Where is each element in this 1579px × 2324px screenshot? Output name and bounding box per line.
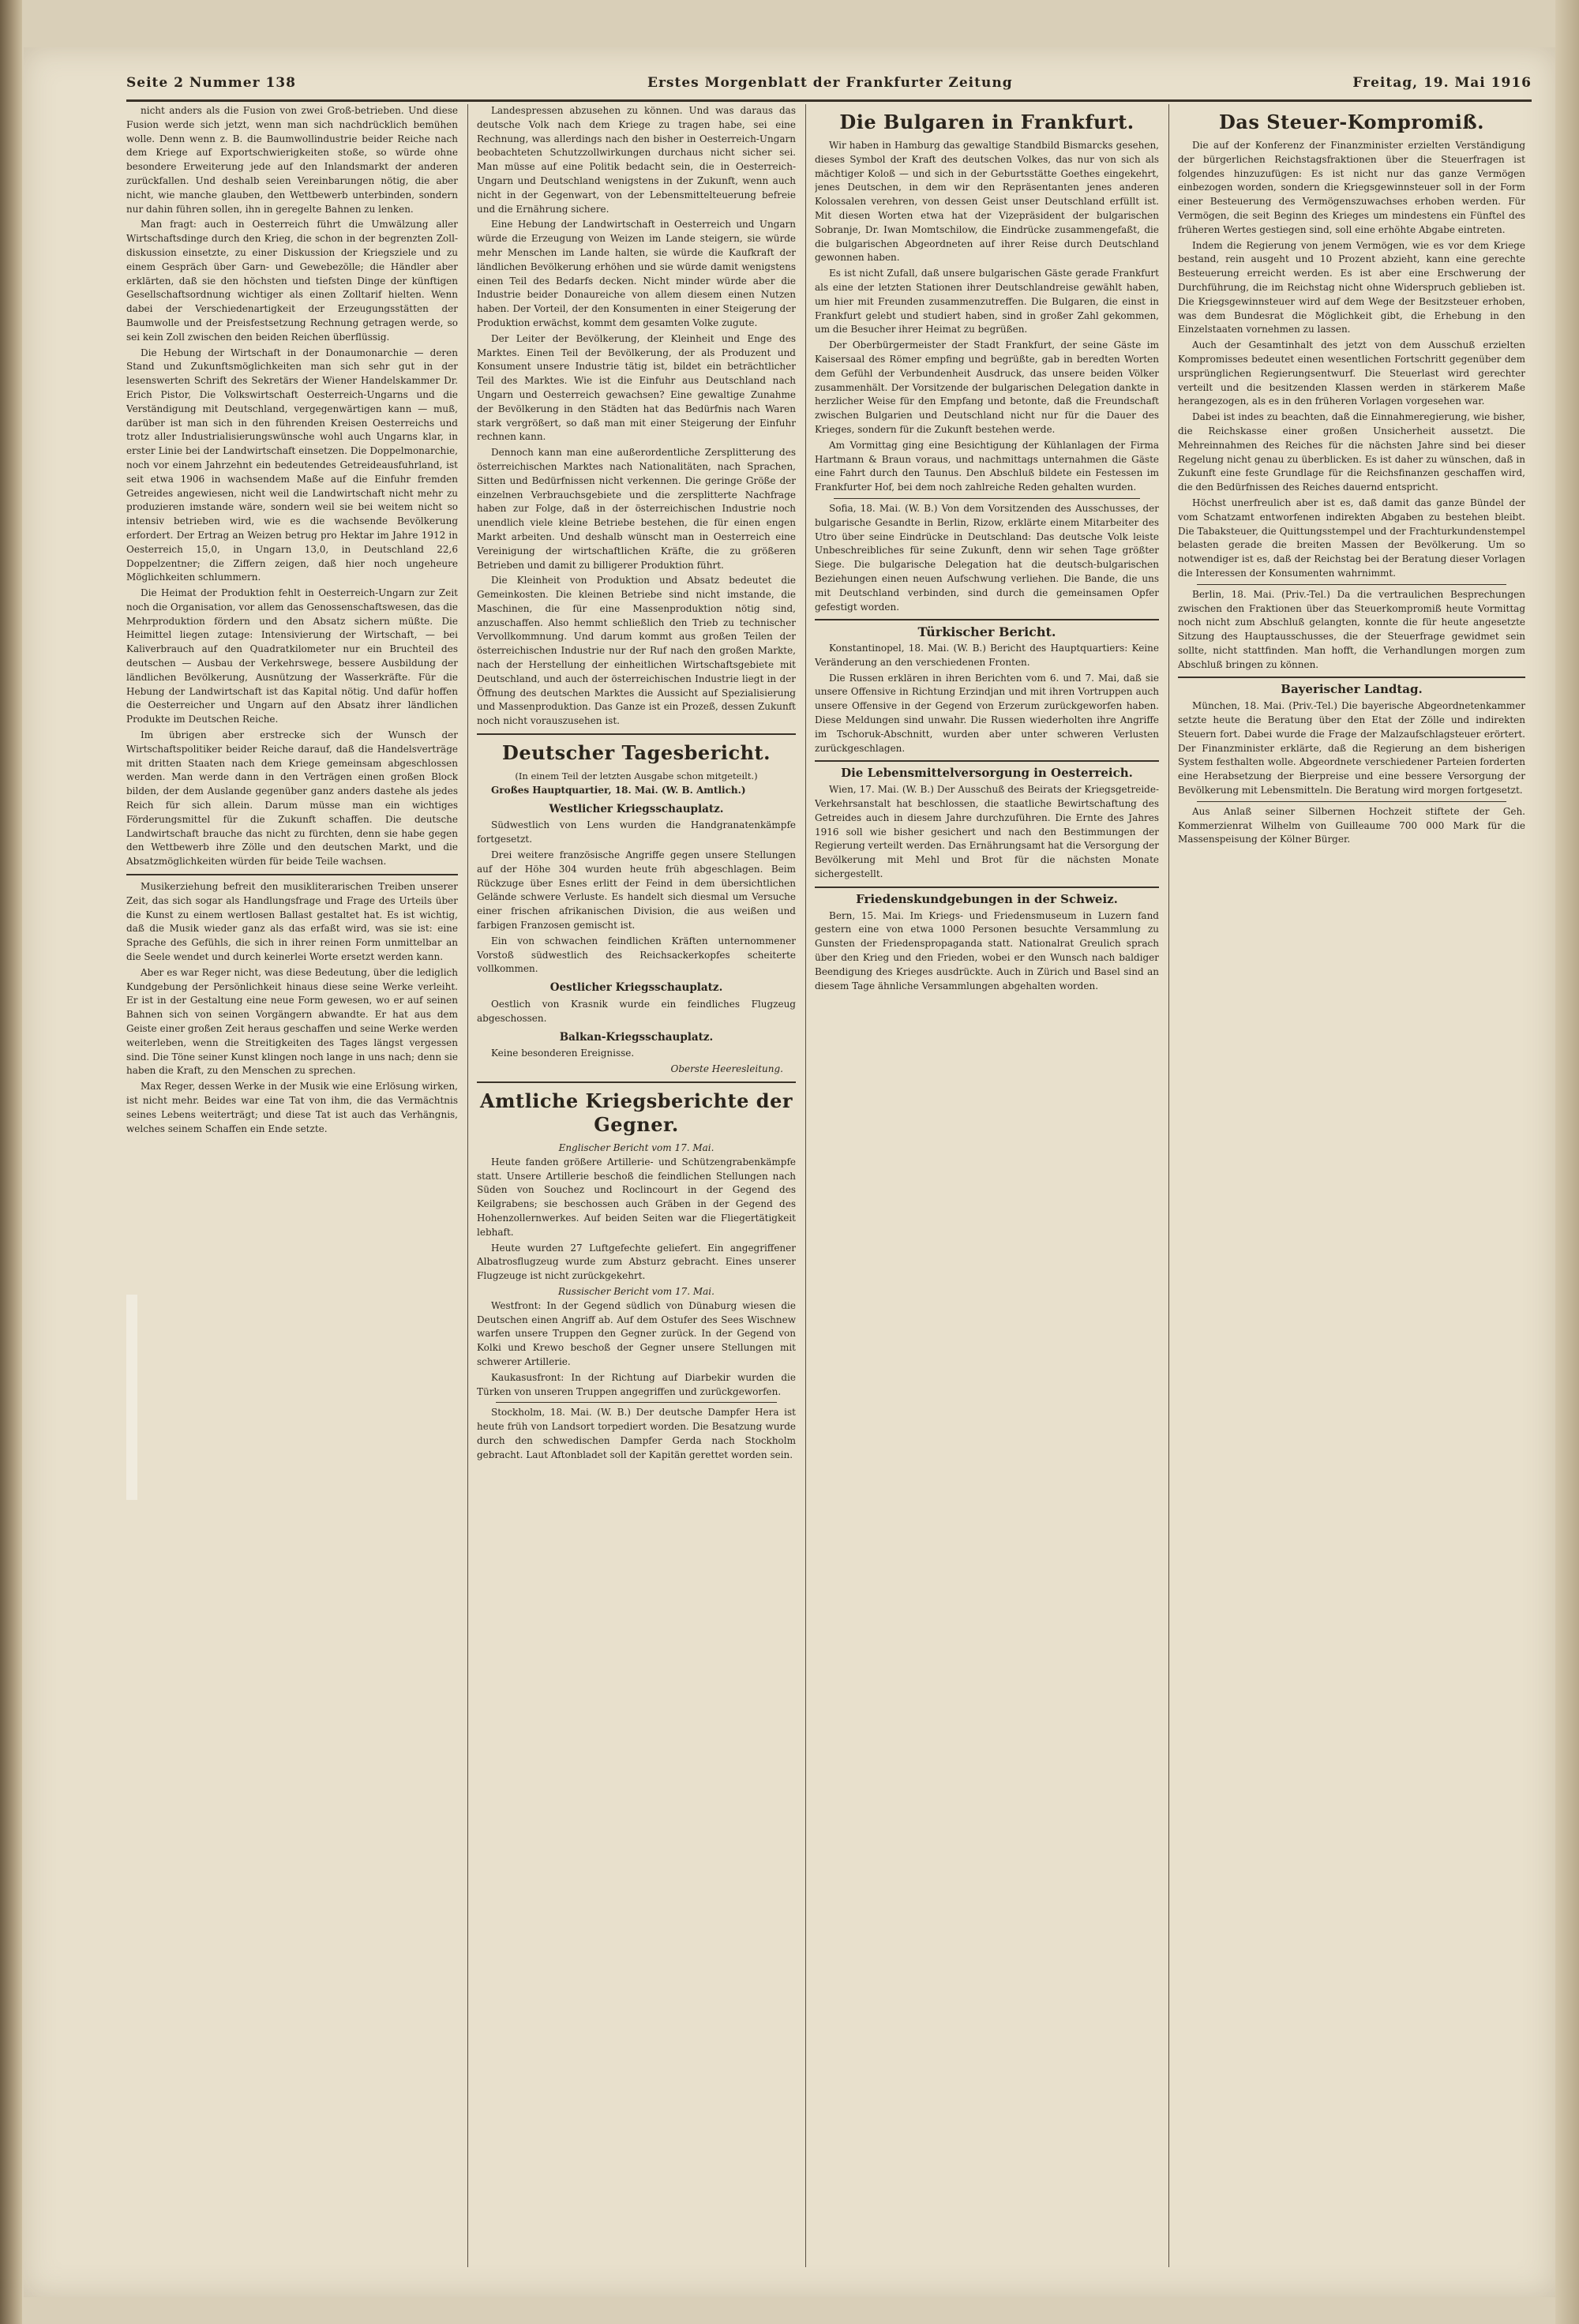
- article-paragraph: Bern, 15. Mai. Im Kriegs- und Friedensmuseum in Luzern fand gestern eine von etwa 1000 Personen besuchte Versammlung zu Gunsten der Friedenspropaganda statt. Nationalrat Greulich sprach über den Krieg und den Frieden, wobei er den Wunsch nach baldiger Beendigung des Krieges ausdrückte. Auch in Zürich und Basel sind an diesem Tage ähnliche Versammlungen abgehalten worden.: [815, 909, 1159, 991]
- bayern-headline: Bayerischer Landtag.: [1281, 682, 1423, 697]
- article-paragraph: Am Vormittag ging eine Besichtigung der Kühlanlagen der Firma Hartmann & Braun voraus, und nachmittags unternahmen die Gäste eine Fahrt durch den Taunus. Den Abschluß bildete ein Festessen im Frankfurter Hof, bei dem noch zahlreiche Reden gehalten wurden.: [815, 439, 1159, 493]
- report-paragraph: Westfront: In der Gegend südlich von Dünaburg wiesen die Deutschen einen Angriff ab. Auf dem Ostufer des Sees Wischnew warfen unsere Truppen den Gegner zurück. In der Gegend von Kolki und Krewo beschoß der Gegner unsere Stellungen mit schwerer Artillerie.: [477, 1299, 796, 1367]
- report-paragraph: Stockholm, 18. Mai. (W. B.) Der deutsche Dampfer Hera ist heute früh von Landsort torpediert worden. Die Besatzung wurde durch den schwedischen Dampfer Gerda nach Stockholm gebracht. Laut Aftonbladet soll der Kapitän gerettet worden sein.: [477, 1407, 796, 1460]
- report-signature: Oberste Heeresleitung.: [670, 1063, 783, 1075]
- section-rule: [815, 886, 1159, 888]
- article-paragraph: Wien, 17. Mai. (W. B.) Der Ausschuß des Beirats der Kriegsgetreide-Verkehrsanstalt hat beschlossen, die staatliche Bewirtschaftung des Getreides auch in diesem Jahre durchzuführen. Die Ernte des Jahres 1916 soll wie bisher gesichert und nach den Bestimmungen der Regierung verteilt werden. Das Ernährungsamt hat die Versorgung der Bevölkerung mit Mehl und Brot für die nächsten Monate sichergestellt.: [815, 784, 1159, 880]
- report-paragraph: Heute wurden 27 Luftgefechte geliefert. Ein angegriffener Albatrosflugzeug wurde zum Absturz gebracht. Eines unserer Flugzeuge ist nicht zurückgekehrt.: [477, 1242, 796, 1282]
- article-paragraph: Der Leiter der Bevölkerung, der Kleinheit und Enge des Marktes. Einen Teil der Bevölkerung, der als Produzent und Konsument unsere Industrie tätig ist, bildet ein beträchtlicher Teil des Marktes. Wie ist die Einfuhr aus Deutschland nach Ungarn und Oesterreich gewachsen? Eine gewaltige Zunahme der Bevölkerung in den Städten hat das Bedürfnis nach Waren stark vergrößert, so daß man mit einer Steigerung der Einfuhr rechnen kann.: [477, 332, 796, 443]
- feuilleton-paragraph: Max Reger, dessen Werke in der Musik wie eine Erlösung wirken, ist nicht mehr. Beides war eine Tat von ihm, die das Vermächtnis seines Lebens weiterträgt; und diese Tat ist auch das Verhängnis, welches seinem Schaffen ein Ende setzte.: [126, 1081, 458, 1134]
- article-paragraph: Auch der Gesamtinhalt des jetzt von dem Ausschuß erzielten Kompromisses bedeutet einen wesentlichen Fortschritt gegenüber dem ursprünglichen Regierungsentwurf. Die Steuerlast wird gerechter verteilt und die besitzenden Klassen werden in stärkerem Maße herangezogen, als es in den früheren Vorlagen vorgesehen war.: [1178, 339, 1525, 407]
- column-2: [477, 104, 796, 2267]
- tagesbericht-headline: Deutscher Tagesbericht.: [502, 741, 771, 765]
- article-paragraph: Dennoch kann man eine außerordentliche Zersplitterung des österreichischen Marktes nach Nationalitäten, nach Sprachen, Sitten und Bedürfnissen nicht verkennen. Die geringe Größe der einzelnen Verbrauchsgebiete und die zersplitterte Nachfrage haben zur Folge, daß in der österreichischen Industrie noch unendlich viele kleine Betriebe bestehen, die für einen engen Markt arbeiten. Und deshalb wünscht man in Oesterreich eine Vereinigung der wirtschaftlichen Kräfte, die zu größeren Betrieben und damit zu billigerer Produktion führt.: [477, 447, 796, 571]
- article-paragraph: Im übrigen aber erstrecke sich der Wunsch der Wirtschaftspolitiker beider Reiche darauf, daß die Handelsverträge mit dritten Staaten nach dem Kriege gemeinsam abgeschlossen werden. Man werde dann in den Verträgen einen großen Block bilden, der dem Auslande gegenüber ganz anders dastehe als jedes Reich für sich allein. Darum müsse man ein wichtiges Förderungsmittel für die Zukunft schaffen. Die deutsche Landwirtschaft brauche das nicht zu fürchten, denn sie habe gegen den Wettbewerb ihre Zölle und den deutschen Markt, und die Absatzmöglichkeiten würden für beide Teile wachsen.: [126, 729, 458, 868]
- column-rule: [805, 104, 806, 2267]
- gegner-headline: Amtliche Kriegsberichte der Gegner.: [480, 1089, 793, 1136]
- article-paragraph: Eine Hebung der Landwirtschaft in Oesterreich und Ungarn würde die Erzeugung von Weizen im Lande steigern, sie würde mehr Menschen im Lande halten, sie würde die Kaufkraft der ländlichen Bevölkerung erhöhen und sie würde damit wenigstens einen Teil des Bedarfs decken. Nicht minder würde aber die Industrie beider Donaureiche von allem diesem einen Nutzen haben. Der Vorteil, der den Konsumenten in einer Steigerung der Produktion erwächst, kommt dem gesamten Volke zugute.: [477, 219, 796, 328]
- report-paragraph: Die Russen erklären in ihren Berichten vom 6. und 7. Mai, daß sie unsere Offensive in Richtung Erzindjan und mit ihren Vortruppen auch unsere Offensive in der Gegend von Erzerum zurückgeworfen haben. Diese Meldungen sind unwahr. Die Russen wiederholten ihre Angriffe im Tschoruk-Abschnitt, wurden aber unter schweren Verlusten zurückgeschlagen.: [815, 672, 1159, 754]
- article-paragraph: Der Oberbürgermeister der Stadt Frankfurt, der seine Gäste im Kaisersaal des Römer empfing und begrüßte, gab in beredten Worten dem Gefühl der Verbundenheit Ausdruck, das unsere beiden Völker zusammenhält. Der Vorsitzende der bulgarischen Delegation dankte in herzlicher Weise für den Empfang und betonte, daß die Freundschaft zwischen Bulgarien und Deutschland nicht nur für die Dauer des Krieges, sondern für die Zukunft bestehen werde.: [815, 339, 1159, 435]
- page-header: [126, 75, 1532, 99]
- section-rule: [126, 874, 458, 875]
- article-paragraph: Die Heimat der Produktion fehlt in Oesterreich-Ungarn zur Zeit noch die Organisation, vor allem das Genossenschaftswesen, das die Mehrproduktion fördern und den Absatz sichern müßte. Die Heimittel liegen zutage: Intensivierung der Wirtschaft, — bei Kaliverbrauch auf den Quadratkilometer nur ein Bruchteil des deutschen — Ausbau der Verkehrswege, bessere Ausbildung der ländlichen Bevölkerung, Ausnützung der Wasserkräfte. Für die Hebung der Landwirtschaft ist das Kapital nötig. Und dafür hoffen die Oesterreicher und Ungarn auf den Absatz ihrer ländlichen Produkte im Deutschen Reiche.: [126, 587, 458, 725]
- west-front-heading: Westlicher Kriegsschauplatz.: [549, 802, 724, 815]
- article-paragraph: München, 18. Mai. (Priv.-Tel.) Die bayerische Abgeordnetenkammer setzte heute die Beratung über den Etat der Zölle und indirekten Steuern fort. Dabei wurde die Frage der Malzaufschlagsteuer erörtert. Der Finanzminister erklärte, daß die Regierung an dem bisherigen System festhalten wolle. Abgeordnete verschiedener Parteien forderten eine Herabsetzung der Bierpreise und eine bessere Versorgung der Bevölkerung mit Lebensmitteln. Die Beratung wird morgen fortgesetzt.: [1178, 700, 1525, 797]
- article-paragraph: Die Kleinheit von Produktion und Absatz bedeutet die Gemeinkosten. Die kleinen Betriebe sind nicht imstande, die Maschinen, die für eine Massenproduktion nötig sind, anzuschaffen. Also hemmt schließlich den Trieb zu technischer Vervollkommnung. Und darum kommt aus großen Teilen der österreichischen Industrie nur der Ruf nach den großen Markte, nach der Herstellung der einheitlichen Wirtschaftsgebiete mit Deutschland, und auch der österreichischen Industrie liegt in der Öffnung des deutschen Marktes die Aussicht auf Spezialisierung und Massenproduktion. Das Ganze ist ein Prozeß, dessen Zukunft noch nicht vorauszusehen ist.: [477, 575, 796, 727]
- bulgaren-headline: Die Bulgaren in Frankfurt.: [839, 111, 1135, 133]
- balkan-front-heading: Balkan-Kriegsschauplatz.: [559, 1030, 714, 1044]
- section-rule: [1178, 677, 1525, 678]
- steuer-headline: Das Steuer-Kompromiß.: [1218, 111, 1484, 133]
- article-paragraph: Sofia, 18. Mai. (W. B.) Von dem Vorsitzenden des Ausschusses, der bulgarische Gesandte in Berlin, Rizow, erklärte einem Mitarbeiter des Utro über seine Eindrücke in Deutschland: Das deutsche Volk leiste Unbeschreibliches für seine Zukunft, denn wir sehen Tage größter Siege. Die bulgarische Delegation hat die deutsch-bulgarischen Beziehungen einen neuen Aufschwung verliehen. Die Bande, die uns mit Deutschland verbinden, sind durch die gemeinsamen Opfer gefestigt worden.: [815, 502, 1159, 613]
- report-paragraph: Oestlich von Krasnik wurde ein feindliches Flugzeug abgeschossen.: [477, 999, 796, 1024]
- article-paragraph: Die auf der Konferenz der Finanzminister erzielten Verständigung der bürgerlichen Reichstagsfraktionen über die Steuerfragen ist folgendes hinzuzufügen: Es ist nicht nur das ganze Vermögen einbezogen worden, sondern die Kriegsgewinnsteuer soll in der Form einer Besteuerung des Vermögenszuwachses erhoben werden. Für Vermögen, die seit Beginn des Krieges um mindestens ein Fünftel des früheren Wertes gestiegen sind, soll eine erhöhte Abgabe eintreten.: [1178, 140, 1525, 235]
- article-paragraph: Aus Anlaß seiner Silbernen Hochzeit stiftete der Geh. Kommerzienrat Wilhelm von Guilleaume 700 000 Mark für die Massenspeisung der Kölner Bürger.: [1178, 805, 1525, 845]
- schweiz-headline: Friedenskundgebungen in der Schweiz.: [856, 891, 1118, 906]
- report-paragraph: Ein von schwachen feindlichen Kräften unternommener Vorstoß südwestlich des Reichsackerkopfes scheiterte vollkommen.: [477, 935, 796, 975]
- divider: [834, 498, 1140, 499]
- tagesbericht-dateline: Großes Hauptquartier, 18. Mai. (W. B. Amtlich.): [491, 784, 746, 796]
- article-paragraph: Berlin, 18. Mai. (Priv.-Tel.) Da die vertraulichen Besprechungen zwischen den Fraktionen über das Steuerkompromiß heute Vormittag noch nicht zum Abschluß gelangten, konnte die für heute angesetzte Sitzung des Hauptausschusses, die der Steuerfrage gewidmet sein sollte, nicht stattfinden. Man hofft, die Verhandlungen morgen zum Abschluß bringen zu können.: [1178, 588, 1525, 670]
- report-paragraph: Konstantinopel, 18. Mai. (W. B.) Bericht des Hauptquartiers: Keine Veränderung an den verschiedenen Fronten.: [815, 643, 1159, 668]
- article-paragraph: Wir haben in Hamburg das gewaltige Standbild Bismarcks gesehen, dieses Symbol der Kraft des deutschen Volkes, das nur von sich als mächtiger Koloß — und sich in der Geburtsstätte Goethes eingekehrt, jenes Deutschen, in dem wir den Repräsentanten jenes anderen Kolossalen verehren, von dessen Geist unser Deutschland erfüllt ist. Mit diesen Worten etwa hat der Vizepräsident der bulgarischen Sobranje, Dr. Iwan Momtschilow, die Eindrücke zusammengefaßt, die die bulgarischen Abgeordneten auf ihrer Reise durch Deutschland gewonnen haben.: [815, 140, 1159, 264]
- section-rule: [477, 733, 796, 735]
- tuerkisch-headline: Türkischer Bericht.: [917, 624, 1056, 640]
- paper-crease: [126, 1295, 137, 1500]
- russian-report-heading: Russischer Bericht vom 17. Mai.: [558, 1285, 714, 1297]
- feuilleton-paragraph: Aber es war Reger nicht, was diese Bedeutung, über die lediglich Kundgebung der Persönlichkeit hinaus diese seine Werke verleiht. Er ist in der Gestaltung eine neue Form gewesen, wo er auf seinen Bahnen sich von seinen Vorgängern abwandte. Er hat aus dem Geiste einer großen Zeit heraus geschaffen und seine Werke werden weiterleben, wenn die Streitigkeiten des Tages längst vergessen sind. Die Töne seiner Kunst klingen noch lange in uns nach; denn sie haben die Kraft, zu den Menschen zu sprechen.: [126, 966, 458, 1077]
- divider: [1197, 801, 1506, 802]
- newspaper-title: Erstes Morgenblatt der Frankfurter Zeitung: [647, 75, 1013, 91]
- divider: [1197, 584, 1506, 585]
- issue-date: Freitag, 19. Mai 1916: [1352, 75, 1532, 91]
- east-front-heading: Oestlicher Kriegsschauplatz.: [549, 981, 723, 995]
- article-paragraph: Man fragt: auch in Oesterreich führt die Umwälzung aller Wirtschaftsdinge durch den Krieg, die schon in der begrenzten Zoll-diskussion einsetzte, zu einer Diskussion der Kriegsziele und zu einem Gespräch über Garn- und Gewebezölle; die Händler aber erklärten, daß sie den höchsten und tiefsten Dinge der künftigen Gesellschaftsordnung wichtiger als einen Zolltarif hielten. Wenn dabei der Verschiedenartigkeit der Erzeugungsstätten der Baumwolle und der Preisfestsetzung Rechnung getragen werde, so sei kein Zoll zwischen den beiden Reichen überflüssig.: [126, 219, 458, 343]
- article-paragraph: Es ist nicht Zufall, daß unsere bulgarischen Gäste gerade Frankfurt als eine der letzten Stationen ihrer Deutschlandreise gewählt haben, um hier mit Freunden zusammenzutreffen. Die Bulgaren, die einst in Frankfurt gelebt und studiert haben, sind in großer Zahl gekommen, um die Besucher ihrer Heimat zu begrüßen.: [815, 268, 1159, 335]
- column-rule: [467, 104, 468, 2267]
- column-4: [1178, 104, 1525, 2267]
- header-rule: [126, 99, 1532, 102]
- column-rule: [1168, 104, 1169, 2267]
- divider: [496, 1402, 777, 1403]
- feuilleton-paragraph: Musikerziehung befreit den musikliterarischen Treiben unserer Zeit, das sich sogar als Handlungsfrage und Frage des Urteils über die Kunst zu einem wertlosen Ballast gestaltet hat. Es ist wichtig, daß die Musik wieder ganz als das erfaßt wird, was sie ist: eine Sprache des Gefühls, die sich in ihrer reinen Form unmittelbar an die Seele wendet und durch keinerlei Worte ersetzt werden kann.: [126, 881, 458, 963]
- section-rule: [477, 1081, 796, 1083]
- book-binding: [0, 0, 22, 2324]
- column-1: [126, 104, 458, 2267]
- tagesbericht-note: (In einem Teil der letzten Ausgabe schon mitgeteilt.): [515, 770, 758, 782]
- article-paragraph: nicht anders als die Fusion von zwei Groß-betrieben. Und diese Fusion werde sich jetzt, wenn man sich nachdrücklich bemühen wolle. Denn wenn z. B. die Baumwollindustrie beider Reiche nach dem Kriege auf Exportschwierigkeiten stoße, so würde ohne besondere Erweiterung jede auf den Inlandsmarkt der anderen zurückfallen. Und deshalb seien Vereinbarungen nötig, die aber nicht, wie manche glauben, den Wettbewerb unterbinden, sondern nur dahin führen sollen, ihn in geregelte Bahnen zu lenken.: [126, 105, 458, 215]
- page-number: Seite 2 Nummer 138: [126, 75, 296, 91]
- article-paragraph: Indem die Regierung von jenem Vermögen, wie es vor dem Kriege bestand, rein ausgeht und 10 Prozent abzieht, kann eine gerechte Besteuerung erreicht werden. Es ist aber eine Erschwerung der Durchführung, die im Reichstag nicht ohne Widerspruch geblieben ist. Die Kriegsgewinnsteuer wird auf dem Wege der Besitzsteuer erhoben, was dem Bundesrat die Möglichkeit gibt, die Erhebung in den Einzelstaaten vornehmen zu lassen.: [1178, 239, 1525, 335]
- article-paragraph: Höchst unerfreulich aber ist es, daß damit das ganze Bündel der vom Schatzamt entworfenen indirekten Abgaben zu bestehen bleibt. Die Tabaksteuer, die Quittungsstempel und der Frachturkundenstempel belasten gerade die breiten Massen der Bevölkerung. Um so notwendiger ist es, daß der Reichstag bei der Beratung dieser Vorlagen die Interessen der Konsumenten wahrnimmt.: [1178, 497, 1525, 579]
- report-paragraph: Südwestlich von Lens wurden die Handgranatenkämpfe fortgesetzt.: [477, 819, 796, 845]
- report-paragraph: Kaukasusfront: In der Richtung auf Diarbekir wurden die Türken von unseren Truppen angegriffen und zurückgeworfen.: [477, 1371, 796, 1397]
- column-3: [815, 104, 1159, 2267]
- report-paragraph: Drei weitere französische Angriffe gegen unsere Stellungen auf der Höhe 304 wurden heute früh abgeschlagen. Beim Rückzuge über Esnes erlitt der Feind in dem übersichtlichen Gelände schwere Verluste. Es handelt sich diesmal um Versuche einer frischen afrikanischen Division, die aus weißen und farbigen Franzosen gemischt ist.: [477, 849, 796, 931]
- report-paragraph: Keine besonderen Ereignisse.: [491, 1048, 635, 1059]
- article-paragraph: Dabei ist indes zu beachten, daß die Einnahmeregierung, wie bisher, die Reichskasse einer großen Unsicherheit aussetzt. Die Mehreinnahmen des Reiches für die nächsten Jahre sind bei dieser Regelung nicht genau zu überblicken. Es ist daher zu wünschen, daß in Zukunft eine feste Grundlage für die Reichsfinanzen geschaffen wird, die den Bedürfnissen des Reiches dauernd entspricht.: [1178, 411, 1525, 493]
- section-rule: [815, 619, 1159, 620]
- report-paragraph: Heute fanden größere Artillerie- und Schützengrabenkämpfe statt. Unsere Artillerie beschoß die feindlichen Stellungen nach Süden von Souchez und Roclincourt in der Gegend des Keilgrabens; sie beschossen auch Gräben in der Gegend des Hohenzollernwerkes. Auf beiden Seiten war die Fliegertätigkeit lebhaft.: [477, 1156, 796, 1238]
- section-rule: [815, 760, 1159, 762]
- page-edge: [1555, 0, 1579, 2324]
- article-paragraph: Landespressen abzusehen zu können. Und was daraus das deutsche Volk nach dem Kriege zu tragen habe, sei eine Rechnung, was allerdings nach den bisher in Oesterreich-Ungarn beobachteten Schutzzollwirkungen durchaus nicht sicher sei. Man müsse auf eine Politik bedacht sein, die in Oesterreich-Ungarn und Deutschland wenigstens in der Zukunft, wenn auch nicht in der Gegenwart, von der Lebensmittelteuerung befreie und die Ernährung sichere.: [477, 105, 796, 215]
- article-paragraph: Die Hebung der Wirtschaft in der Donaumonarchie — deren Stand und Zukunftsmöglichkeiten man sich sehr gut in der lesenswerten Schrift des Sekretärs der Wiener Handelskammer Dr. Erich Pistor, Die Volkswirtschaft Oesterreich-Ungarns und die Verständigung mit Deutschland, vergegenwärtigen kann — muß, darüber ist man sich in den führenden Kreisen Oesterreichs und trotz aller Industrialisierungswünsche wohl auch Ungarns klar, in erster Linie bei der Landwirtschaft einsetzen. Die Doppelmonarchie, noch vor einem Jahrzehnt ein bedeutendes Getreideausfuhrland, ist seit etwa 1906 in wachsendem Maße auf die Einfuhr fremden Getreides angewiesen, nicht weil die Landwirtschaft nicht mehr zu produzieren imstande wäre, sondern weil sie bei weitem nicht so intensiv betrieben wird, wie es die wachsende Bevölkerung erfordert. Der Ertrag an Weizen betrug pro Hektar im Jahre 1912 in Oesterreich 15,0, in Ungarn 13,0, in Deutschland 22,6 Doppelzentner; die Ziffern zeigen, daß hier noch ungeheure Möglichkeiten schlummern.: [126, 347, 458, 583]
- oesterreich-headline: Die Lebensmittelversorgung in Oesterreich.: [841, 766, 1133, 781]
- english-report-heading: Englischer Bericht vom 17. Mai.: [558, 1142, 714, 1153]
